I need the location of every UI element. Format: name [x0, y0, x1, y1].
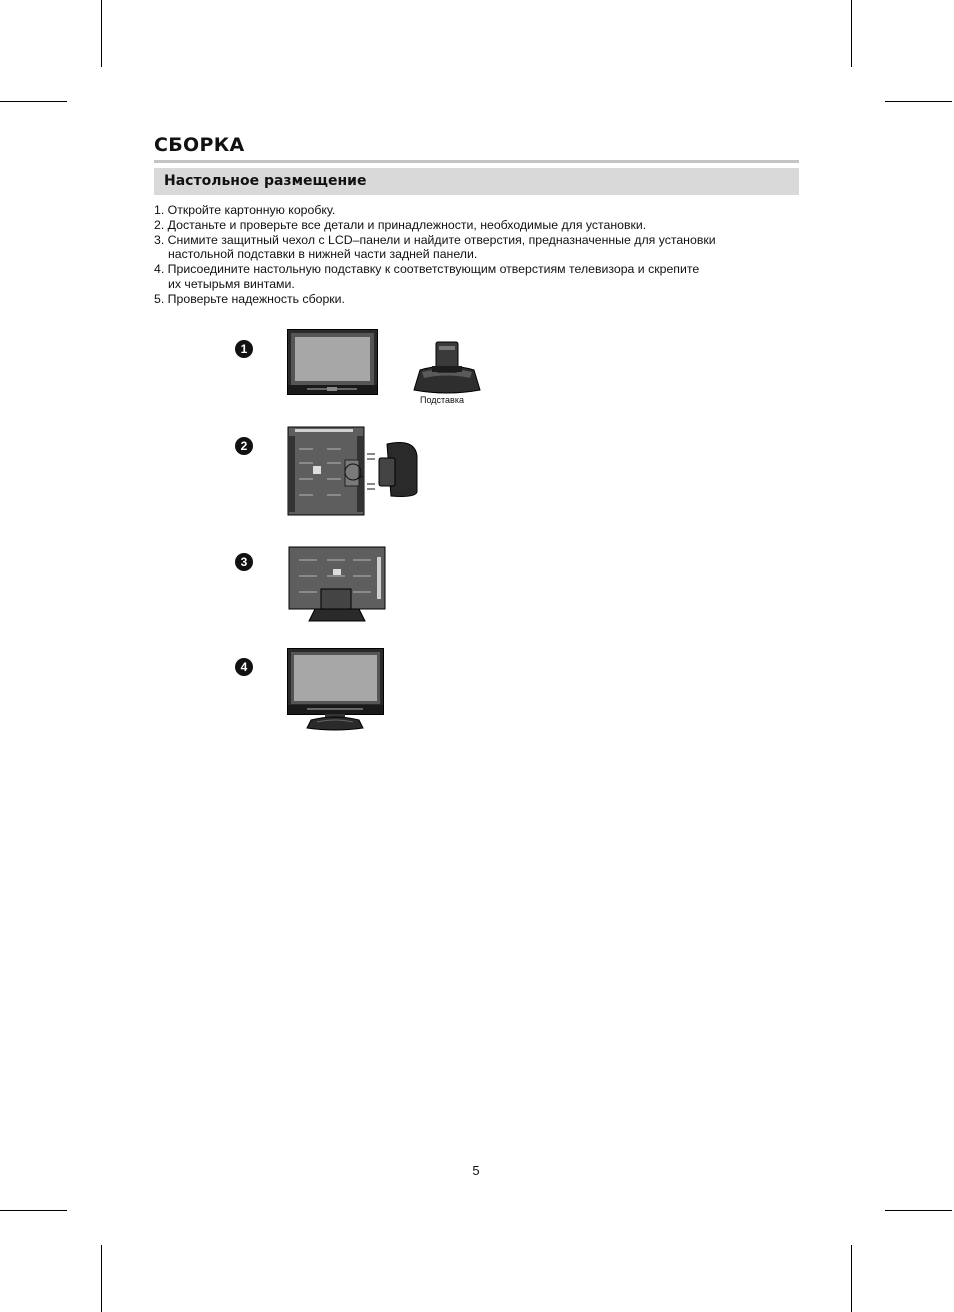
- crop-mark-bottom-left-horizontal: [0, 1210, 67, 1211]
- crop-mark-bottom-left-vertical: [101, 1245, 102, 1312]
- step-badge-4: 4: [235, 658, 253, 676]
- page-number: 5: [472, 1163, 480, 1178]
- crop-mark-bottom-right-vertical: [851, 1245, 852, 1312]
- section-subtitle: Настольное размещение: [164, 173, 367, 189]
- stand-illustration: [410, 338, 484, 394]
- page-title: СБОРКА: [154, 134, 245, 156]
- tv-back-attach-illustration: [287, 426, 419, 518]
- step-2: 2. Достаньте и проверьте все детали и принадлежности, необходимые для установки.: [154, 217, 647, 232]
- title-underline: [154, 160, 799, 163]
- step-4-continued: их четырьмя винтами.: [168, 276, 295, 291]
- step-badge-2: 2: [235, 437, 253, 455]
- crop-mark-bottom-right-horizontal: [885, 1210, 952, 1211]
- step-3-continued: настольной подставки в нижней части задней панели.: [168, 247, 478, 262]
- step-4: 4. Присоедините настольную подставку к соответствующим отверстиям телевизора и скрепите: [154, 262, 700, 277]
- stand-label: Подставка: [420, 395, 464, 405]
- section-header-bar: [154, 168, 799, 195]
- tv-back-assembled-illustration: [287, 545, 389, 625]
- step-3: 3. Снимите защитный чехол с LCD–панели и найдите отверстия, предназначенные для установки: [154, 232, 716, 247]
- step-badge-3: 3: [235, 553, 253, 571]
- tv-front-illustration: [287, 329, 379, 397]
- step-5: 5. Проверьте надежность сборки.: [154, 291, 345, 306]
- crop-mark-top-left-vertical: [101, 0, 102, 67]
- tv-assembled-front-illustration: [287, 648, 385, 732]
- step-badge-1: 1: [235, 340, 253, 358]
- crop-mark-top-right-horizontal: [885, 101, 952, 102]
- step-1: 1. Откройте картонную коробку.: [154, 203, 336, 217]
- crop-mark-top-left-horizontal: [0, 101, 67, 102]
- crop-mark-top-right-vertical: [851, 0, 852, 67]
- instruction-list: [154, 203, 794, 307]
